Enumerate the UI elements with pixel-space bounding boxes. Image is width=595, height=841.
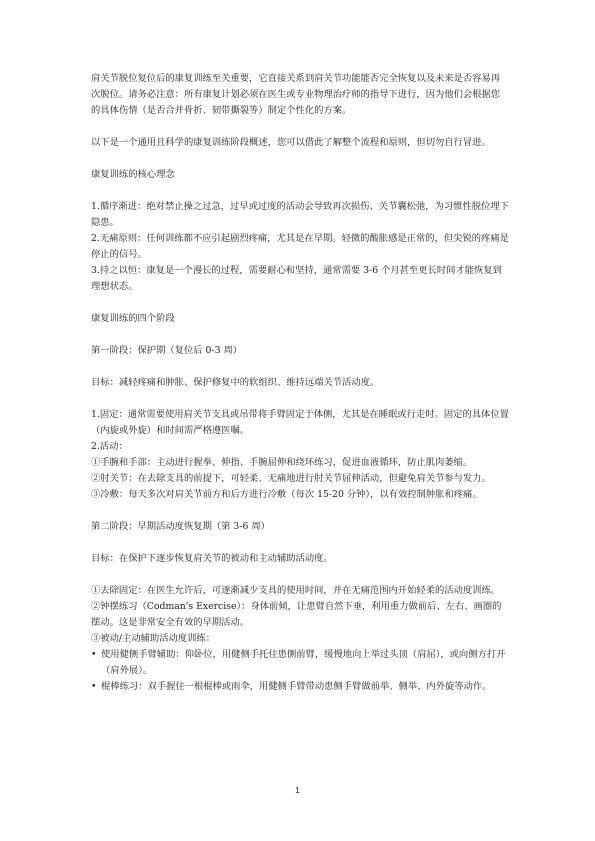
stage1-goal: 目标：减轻疼痛和肿胀、保护修复中的软组织、维持远端关节活动度。 <box>91 377 380 388</box>
core-principle-2: 2.无痛原则：任何训练都不应引起剧烈疼痛，尤其是在早期。轻微的酸胀感是正常的，但尖锐的疼痛是停止的信号。 <box>91 233 509 260</box>
stage1-fixation: 1.固定：通常需要使用肩关节支具或吊带将手臂固定于体侧，尤其是在睡眠或行走时。固定的具体位置（内旋或外旋）和时间需严格遵医嘱。 <box>91 409 509 436</box>
stage2-title: 第二阶段：早期活动度恢复期（第 3-6 周） <box>91 521 270 532</box>
paragraph-gap <box>91 503 509 519</box>
intro-note-paragraph: 以下是一个通用且科学的康复训练阶段概述，您可以借此了解整个流程和原则，但切勿自行冒进。 <box>91 137 491 148</box>
document-body <box>91 71 509 695</box>
core-principle-3: 3.持之以恒：康复是一个漫长的过程，需要耐心和坚持，通常需要 3-6 个月甚至更长时间才能恢复到理想状态。 <box>91 265 502 292</box>
bullet-icon: • <box>91 681 97 692</box>
paragraph-gap <box>91 295 509 311</box>
paragraph-gap <box>91 183 509 199</box>
stage2-pendulum: ②钟摆练习（Codman's Exercise）：身体前倾，让患臂自然下垂，利用重力做前后、左右、画圈的摆动。这是非常安全有效的早期活动。 <box>91 601 502 628</box>
paragraph-gap <box>91 151 509 167</box>
paragraph-gap <box>91 119 509 135</box>
bullet-icon: • <box>91 649 97 660</box>
paragraph-gap <box>91 567 509 583</box>
stage1-activity-wrist: ①手腕和手部：主动进行握拳、伸指、手腕屈伸和绕环练习，促进血液循环，防止肌肉萎缩。 <box>91 457 473 468</box>
stage1-activity-heading: 2.活动： <box>91 441 128 452</box>
paragraph-gap <box>91 535 509 551</box>
paragraph-gap <box>91 391 509 407</box>
paragraph-gap <box>91 359 509 375</box>
bullet-item <box>91 647 509 679</box>
page-number: 1 <box>295 786 300 795</box>
bullet-text: 棍棒练习：双手握住一根棍棒或雨伞，用健侧手臂带动患侧手臂做前举、侧举、内外旋等动作。 <box>101 681 492 692</box>
stage1-title: 第一阶段：保护期（复位后 0-3 周） <box>91 345 243 356</box>
intro-paragraph: 肩关节脱位复位后的康复训练至关重要，它直接关系到肩关节功能能否完全恢复以及未来是否容易再次脱位。请务必注意：所有康复计划必须在医生或专业物理治疗师的指导下进行，因为他们会根据您的具体伤情（是否合并骨折、韧带撕裂等）制定个性化的方案。 <box>91 73 501 116</box>
stage2-remove-fixation: ①去除固定：在医生允许后，可逐渐减少支具的使用时间，并在无痛范围内开始轻柔的活动度训练。 <box>91 585 501 596</box>
stage2-goal: 目标：在保护下逐步恢复肩关节的被动和主动辅助活动度。 <box>91 553 333 564</box>
paragraph-gap <box>91 327 509 343</box>
bullet-text: 使用健侧手臂辅助：仰卧位，用健侧手托住患侧前臂，缓慢地向上举过头顶（肩屈），或向侧方打开（肩外展）。 <box>101 649 506 676</box>
stage2-rom-heading: ③被动/主动辅助活动度训练： <box>91 633 215 644</box>
stage1-activity-cold: ③冷敷：每天多次对肩关节前方和后方进行冷敷（每次 15-20 分钟），以有效控制肿胀和疼痛。 <box>91 489 482 500</box>
core-principle-1: 1.循序渐进：绝对禁止操之过急，过早或过度的活动会导致再次损伤、关节囊松弛，为习惯性脱位埋下隐患。 <box>91 201 509 228</box>
stage1-activity-elbow: ②肘关节：在去除支具的前提下，可轻柔、无痛地进行肘关节屈伸活动，但避免肩关节参与发力。 <box>91 473 491 484</box>
core-principles-heading: 康复训练的核心理念 <box>91 169 175 180</box>
stages-heading: 康复训练的四个阶段 <box>91 313 175 324</box>
bullet-item <box>91 679 509 695</box>
